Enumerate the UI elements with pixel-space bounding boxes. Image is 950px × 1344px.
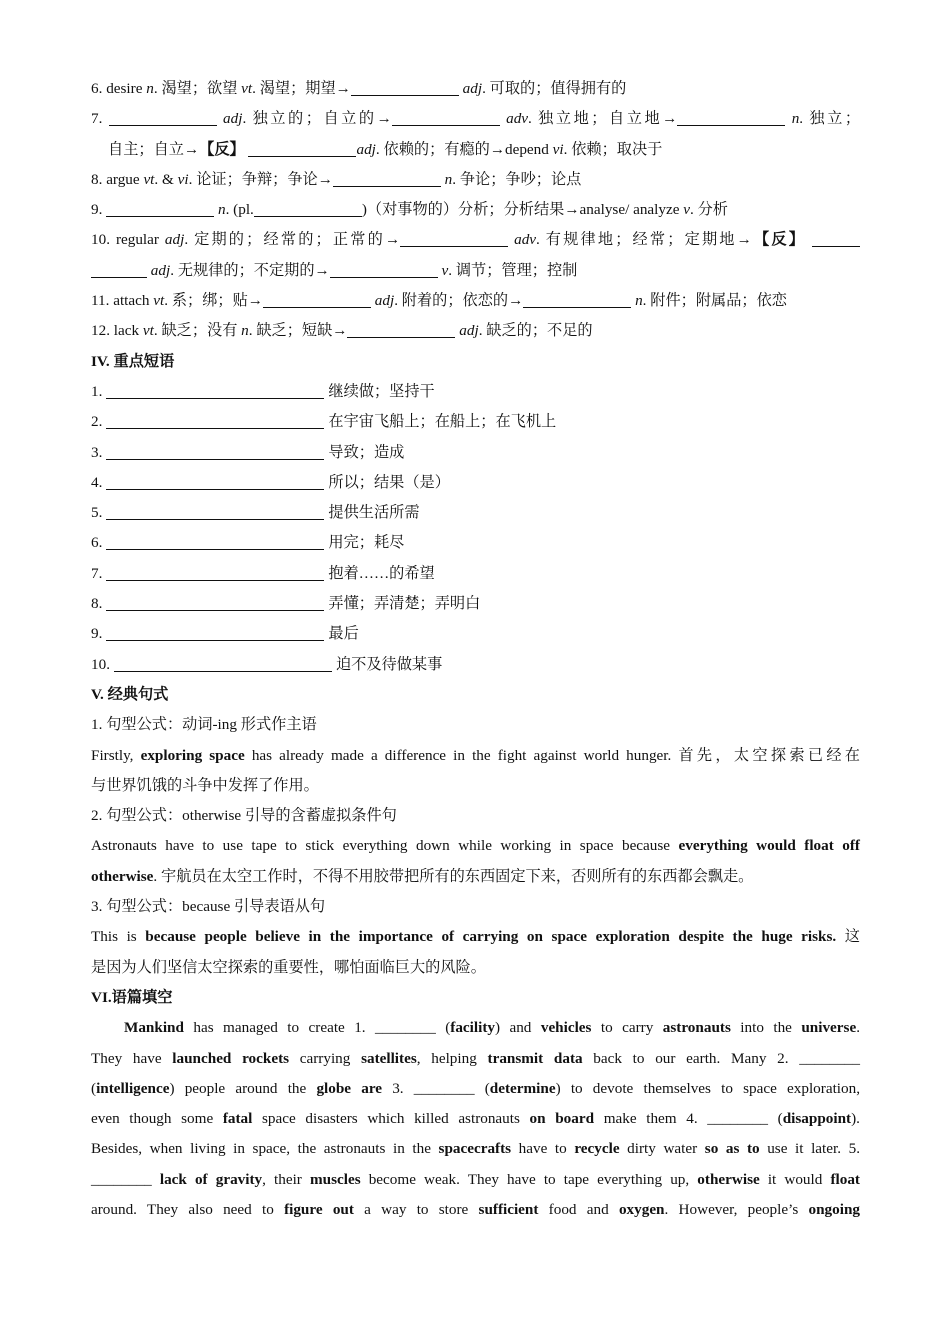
passage-line: (intelligence) people around the globe are 3. ________ (determine) to devote themselves to space exploration, <box>91 1079 860 1097</box>
answer-blank[interactable] <box>812 230 860 247</box>
phrase-answer-blank[interactable] <box>106 443 324 460</box>
phrase-answer-blank[interactable] <box>106 564 324 581</box>
answer-blank[interactable] <box>351 79 459 96</box>
vocab-11: 11. attach vt. 系；绑；贴→ adj. 附着的；依恋的→ n. 附件；附属品；依恋 <box>91 292 787 310</box>
answer-blank[interactable] <box>106 200 214 217</box>
phrase-number: 2. <box>91 413 103 431</box>
pattern-1-example: Firstly, exploring space has already made a difference in the fight against world hunger. 首先，太空探索已经在 <box>91 746 860 764</box>
answer-blank[interactable] <box>254 200 362 217</box>
phrase-item <box>91 377 860 407</box>
answer-blank[interactable] <box>109 109 217 126</box>
pattern-3-title: 3. 句型公式：because 引导表语从句 <box>91 898 326 916</box>
answer-blank[interactable] <box>523 291 631 308</box>
phrase-item <box>91 438 860 468</box>
passage-line: ________ lack of gravity, their muscles become weak. They have to tape everything up, otherwise it would float <box>91 1170 860 1188</box>
answer-blank[interactable] <box>347 321 455 338</box>
phrase-number: 10. <box>91 655 110 673</box>
phrase-answer-blank[interactable] <box>106 382 324 399</box>
answer-blank[interactable] <box>330 261 438 278</box>
pattern-3-example: This is because people believe in the importance of carrying on space exploration despite the huge risks. 这 <box>91 928 860 946</box>
phrase-number: 8. <box>91 595 103 613</box>
answer-blank[interactable] <box>91 261 147 278</box>
phrase-number: 7. <box>91 564 103 582</box>
phrase-number: 6. <box>91 534 103 552</box>
answer-blank[interactable] <box>263 291 371 308</box>
phrase-answer-blank[interactable] <box>106 533 324 550</box>
passage <box>91 1013 860 1225</box>
phrase-answer-blank[interactable] <box>106 412 324 429</box>
passage-line: even though some fatal space disasters which killed astronauts on board make them 4. ________ (disappoint). <box>91 1110 860 1128</box>
pattern-1-title: 1. 句型公式：动词-ing 形式作主语 <box>91 716 317 734</box>
section-vi-title: VI.语篇填空 <box>91 988 173 1006</box>
phrase-number: 4. <box>91 473 103 491</box>
answer-blank[interactable] <box>333 170 441 187</box>
phrase-answer-blank[interactable] <box>114 655 332 672</box>
passage-line: Mankind has managed to create 1. ________ (facility) and vehicles to carry astronauts into the universe. <box>124 1019 860 1037</box>
section-v-title: V. 经典句式 <box>91 685 169 703</box>
passage-line: around. They also need to figure out a way to store sufficient food and oxygen. However, people’s ongoing <box>91 1200 860 1218</box>
phrase-item <box>91 498 860 528</box>
vocab-6: 6. desire n. 渴望；欲望 vt. 渴望；期望→ adj. 可取的；值得拥有的 <box>91 80 627 97</box>
vocab-10-cont: adj. 无规律的；不定期的→ v. 调节；管理；控制 <box>91 256 860 286</box>
phrase-item <box>91 468 860 498</box>
phrase-answer-blank[interactable] <box>106 473 324 490</box>
phrase-item <box>91 619 860 649</box>
phrase-answer-blank[interactable] <box>106 503 324 520</box>
section-iv-title: IV. 重点短语 <box>91 352 175 370</box>
answer-blank[interactable] <box>248 140 356 157</box>
phrase-answer-blank[interactable] <box>106 594 324 611</box>
phrase-list <box>91 377 860 680</box>
phrase-item <box>91 589 860 619</box>
answer-blank[interactable] <box>677 109 785 126</box>
phrase-meaning: 迫不及待做某事 <box>335 655 443 673</box>
pattern-2-translation: otherwise. 宇航员在太空工作时，不得不用胶带把所有的东西固定下来，否则所有的东西都会飘走。 <box>91 867 754 885</box>
phrase-number: 5. <box>91 504 103 522</box>
phrase-meaning: 提供生活所需 <box>328 504 420 522</box>
vocab-7-cont: 自主；自立→【反】 adj. 依赖的；有瘾的→depend vi. 依赖；取决于 <box>108 140 663 158</box>
phrase-item <box>91 528 860 558</box>
phrase-number: 1. <box>91 382 103 400</box>
pattern-2-title: 2. 句型公式：otherwise 引导的含蓄虚拟条件句 <box>91 807 397 825</box>
phrase-answer-blank[interactable] <box>106 624 324 641</box>
vocab-8: 8. argue vt. & vi. 论证；争辩；争论→ n. 争论；争吵；论点 <box>91 170 582 188</box>
phrase-meaning: 用完；耗尽 <box>328 534 405 552</box>
pattern-2-example: Astronauts have to use tape to stick everything down while working in space because everything would float off <box>91 837 860 855</box>
answer-blank[interactable] <box>400 230 508 247</box>
phrase-number: 3. <box>91 443 103 461</box>
phrase-meaning: 继续做；坚持干 <box>328 382 435 400</box>
passage-line: They have launched rockets carrying satellites, helping transmit data back to our earth. Many 2. ________ <box>91 1049 860 1067</box>
pattern-1-translation: 与世界饥饿的斗争中发挥了作用。 <box>91 776 319 794</box>
phrase-meaning: 最后 <box>328 625 359 643</box>
phrase-item <box>91 559 860 589</box>
pattern-3-translation: 是因为人们坚信太空探索的重要性，哪怕面临巨大的风险。 <box>91 958 486 976</box>
phrase-meaning: 抱着……的希望 <box>328 564 435 582</box>
vocab-12: 12. lack vt. 缺乏；没有 n. 缺乏；短缺→ adj. 缺乏的；不足的 <box>91 322 593 340</box>
phrase-meaning: 所以；结果（是） <box>328 473 450 491</box>
phrase-item <box>91 650 860 680</box>
phrase-item <box>91 407 860 437</box>
phrase-meaning: 在宇宙飞船上；在船上；在飞机上 <box>328 413 557 431</box>
phrase-meaning: 弄懂；弄清楚；弄明白 <box>328 595 481 613</box>
vocab-7: 7. adj. 独立的；自立的→ adv. 独立地；自立地→ n. 独立； <box>91 110 861 128</box>
passage-line: Besides, when living in space, the astronauts in the spacecrafts have to recycle dirty water so as to use it later. 5. <box>91 1140 860 1158</box>
worksheet-page <box>91 74 860 1225</box>
answer-blank[interactable] <box>392 109 500 126</box>
vocab-10: 10. regular adj. 定期的；经常的；正常的→ adv. 有规律地；经常；定期地→【反】 <box>91 225 860 255</box>
phrase-meaning: 导致；造成 <box>328 443 405 461</box>
phrase-number: 9. <box>91 625 103 643</box>
vocab-9: 9. n. (pl. )（对事物的）分析；分析结果→analyse/ analyze v. 分析 <box>91 201 728 219</box>
